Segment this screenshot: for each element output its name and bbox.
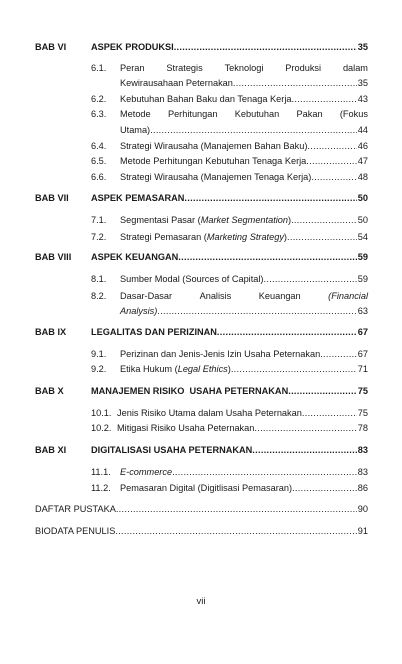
page-ref: 90 [357, 504, 368, 514]
chapter-title: ASPEK PEMASARAN [91, 193, 185, 203]
page-ref: 86 [357, 483, 368, 493]
page-ref: 59 [357, 274, 368, 284]
chapter-number: BAB VI [35, 42, 67, 52]
section-number: 8.1. [91, 274, 107, 284]
toc-chapter-11 [35, 443, 368, 457]
leader-dots [231, 362, 357, 376]
section-number: 10.1. [91, 408, 112, 418]
leader-dots [115, 524, 356, 538]
entry-word: (Fokus [339, 109, 368, 119]
entry-word: Produksi [285, 63, 322, 73]
entry-text: Segmentasi Pasar (Market Segmentation) [120, 215, 292, 225]
toc-entry-10-2 [35, 421, 368, 435]
leader-dots [320, 347, 357, 361]
toc-entry-8-2-cont [35, 304, 368, 318]
page-ref: 83 [357, 445, 368, 455]
page-ref: 44 [357, 125, 368, 135]
entry-word: Analisis [199, 291, 232, 301]
leader-dots [306, 154, 356, 168]
entry-text: Utama) [120, 125, 151, 135]
leader-dots [307, 139, 356, 153]
entry-word: (Financial [328, 291, 368, 301]
leader-dots [217, 325, 357, 339]
section-number: 11.1. [91, 467, 111, 477]
toc-biodata-penulis [35, 524, 368, 538]
entry-text: Metode Perhitungan Kebutuhan Tenaga Kerja [120, 156, 307, 166]
section-number: 11.2. [91, 483, 111, 493]
toc-entry-10-1 [35, 406, 368, 420]
page-ref: 75 [357, 386, 368, 396]
section-number: 7.1. [91, 215, 107, 225]
leader-dots [150, 123, 357, 137]
toc-entry-9-2 [35, 362, 368, 376]
toc-entry-6-2 [35, 92, 368, 106]
section-number: 10.2. [91, 423, 112, 433]
page-ref: 48 [357, 172, 368, 182]
toc-daftar-pustaka [35, 502, 368, 516]
entry-word: Pakan [296, 109, 323, 119]
page-ref: 47 [357, 156, 368, 166]
chapter-title: ASPEK KEUANGAN [91, 252, 179, 262]
entry-word: Kebutuhan [234, 109, 280, 119]
entry-text: E-commerce [120, 467, 173, 477]
page-ref: 83 [357, 467, 368, 477]
entry-text: Mitigasi Risiko Usaha Peternakan [117, 423, 255, 433]
entry-word: Dasar-Dasar [120, 291, 173, 301]
page-ref: 50 [357, 193, 368, 203]
page-ref: 78 [357, 423, 368, 433]
chapter-title: ASPEK PRODUKSI [91, 42, 174, 52]
entry-word: Peran [120, 63, 145, 73]
entry-word: Strategis [166, 63, 203, 73]
entry-text: Analysis) [120, 306, 158, 316]
leader-dots [178, 250, 356, 264]
toc-entry-8-2 [35, 289, 368, 303]
entry-text: Kebutuhan Bahan Baku dan Tenaga Kerja [120, 94, 292, 104]
toc-entry-6-6 [35, 170, 368, 184]
page-ref: 63 [357, 306, 368, 316]
page-ref: 67 [357, 349, 368, 359]
chapter-number: BAB IX [35, 327, 67, 337]
chapter-number: BAB X [35, 386, 64, 396]
toc-entry-11-1 [35, 465, 368, 479]
entry-text: Strategi Pemasaran (Marketing Strategy) [120, 232, 287, 242]
section-number: 8.2. [91, 291, 107, 301]
section-number: 6.2. [91, 94, 107, 104]
leader-dots [233, 76, 357, 90]
entry-text: Pemasaran Digital (Digitlisasi Pemasaran) [120, 483, 293, 493]
page-ref: 35 [357, 78, 368, 88]
page-ref: 91 [357, 526, 368, 536]
section-number: 7.2. [91, 232, 107, 242]
leader-dots [287, 230, 357, 244]
page-ref: 50 [357, 215, 368, 225]
chapter-number: BAB XI [35, 445, 67, 455]
chapter-title: DIGITALISASI USAHA PETERNAKAN [91, 445, 253, 455]
section-number: 9.2. [91, 364, 107, 374]
toc-entry-8-1 [35, 272, 368, 286]
entry-word: Metode [120, 109, 151, 119]
toc-entry-6-1-cont [35, 76, 368, 90]
toc-chapter-6 [35, 40, 368, 54]
entry-text: DAFTAR PUSTAKA [35, 504, 116, 514]
entry-word: dalam [342, 63, 368, 73]
toc-chapter-8 [35, 250, 368, 264]
page-ref: 46 [357, 141, 368, 151]
page-ref: 54 [357, 232, 368, 242]
entry-text: Strategi Wirausaha (Manajemen Bahan Baku) [120, 141, 308, 151]
toc-entry-11-2 [35, 481, 368, 495]
section-number: 6.4. [91, 141, 107, 151]
toc-entry-6-3 [35, 107, 368, 121]
chapter-number: BAB VIII [35, 252, 72, 262]
leader-dots [116, 502, 357, 516]
leader-dots [172, 465, 357, 479]
leader-dots [264, 272, 357, 286]
leader-dots [252, 443, 356, 457]
leader-dots [291, 92, 356, 106]
entry-word: Keuangan [258, 291, 301, 301]
chapter-title: MANAJEMEN RISIKO USAHA PETERNAKAN [91, 386, 289, 396]
entry-text: Kewirausahaan Peternakan [120, 78, 233, 88]
leader-dots [254, 421, 356, 435]
leader-dots [174, 40, 357, 54]
leader-dots [184, 191, 356, 205]
leader-dots [292, 481, 357, 495]
leader-dots [302, 406, 357, 420]
page-ref: 59 [357, 252, 368, 262]
page-number: vii [196, 596, 206, 607]
entry-text: Perizinan dan Jenis-Jenis Izin Usaha Peternakan [120, 349, 321, 359]
entry-text: BIODATA PENULIS [35, 526, 116, 536]
page-ref: 71 [357, 364, 368, 374]
section-number: 9.1. [91, 349, 107, 359]
toc-entry-9-1 [35, 347, 368, 361]
page-ref: 35 [357, 42, 368, 52]
toc-chapter-9 [35, 325, 368, 339]
toc-entry-6-5 [35, 154, 368, 168]
page-ref: 43 [357, 94, 368, 104]
section-number: 6.1. [91, 63, 107, 73]
page-ref: 67 [357, 327, 368, 337]
toc-chapter-10 [35, 384, 368, 398]
entry-text: Sumber Modal (Sources of Capital) [120, 274, 264, 284]
leader-dots [311, 170, 356, 184]
chapter-number: BAB VII [35, 193, 69, 203]
entry-word: Perhitungan [167, 109, 218, 119]
leader-dots [157, 304, 356, 318]
entry-text: Strategi Wirausaha (Manajemen Tenaga Kerja) [120, 172, 312, 182]
section-number: 6.6. [91, 172, 107, 182]
toc-chapter-7 [35, 191, 368, 205]
page-ref: 75 [357, 408, 368, 418]
chapter-title: LEGALITAS DAN PERIZINAN [91, 327, 217, 337]
section-number: 6.5. [91, 156, 107, 166]
entry-word: Teknologi [224, 63, 264, 73]
toc-entry-7-1 [35, 213, 368, 227]
toc-entry-6-3-cont [35, 123, 368, 137]
toc-entry-6-4 [35, 139, 368, 153]
leader-dots [291, 213, 357, 227]
leader-dots [288, 384, 357, 398]
section-number: 6.3. [91, 109, 107, 119]
entry-text: Jenis Risiko Utama dalam Usaha Peternakan [117, 408, 302, 418]
toc-entry-7-2 [35, 230, 368, 244]
toc-entry-6-1 [35, 61, 368, 75]
entry-text: Etika Hukum (Legal Ethics) [120, 364, 231, 374]
